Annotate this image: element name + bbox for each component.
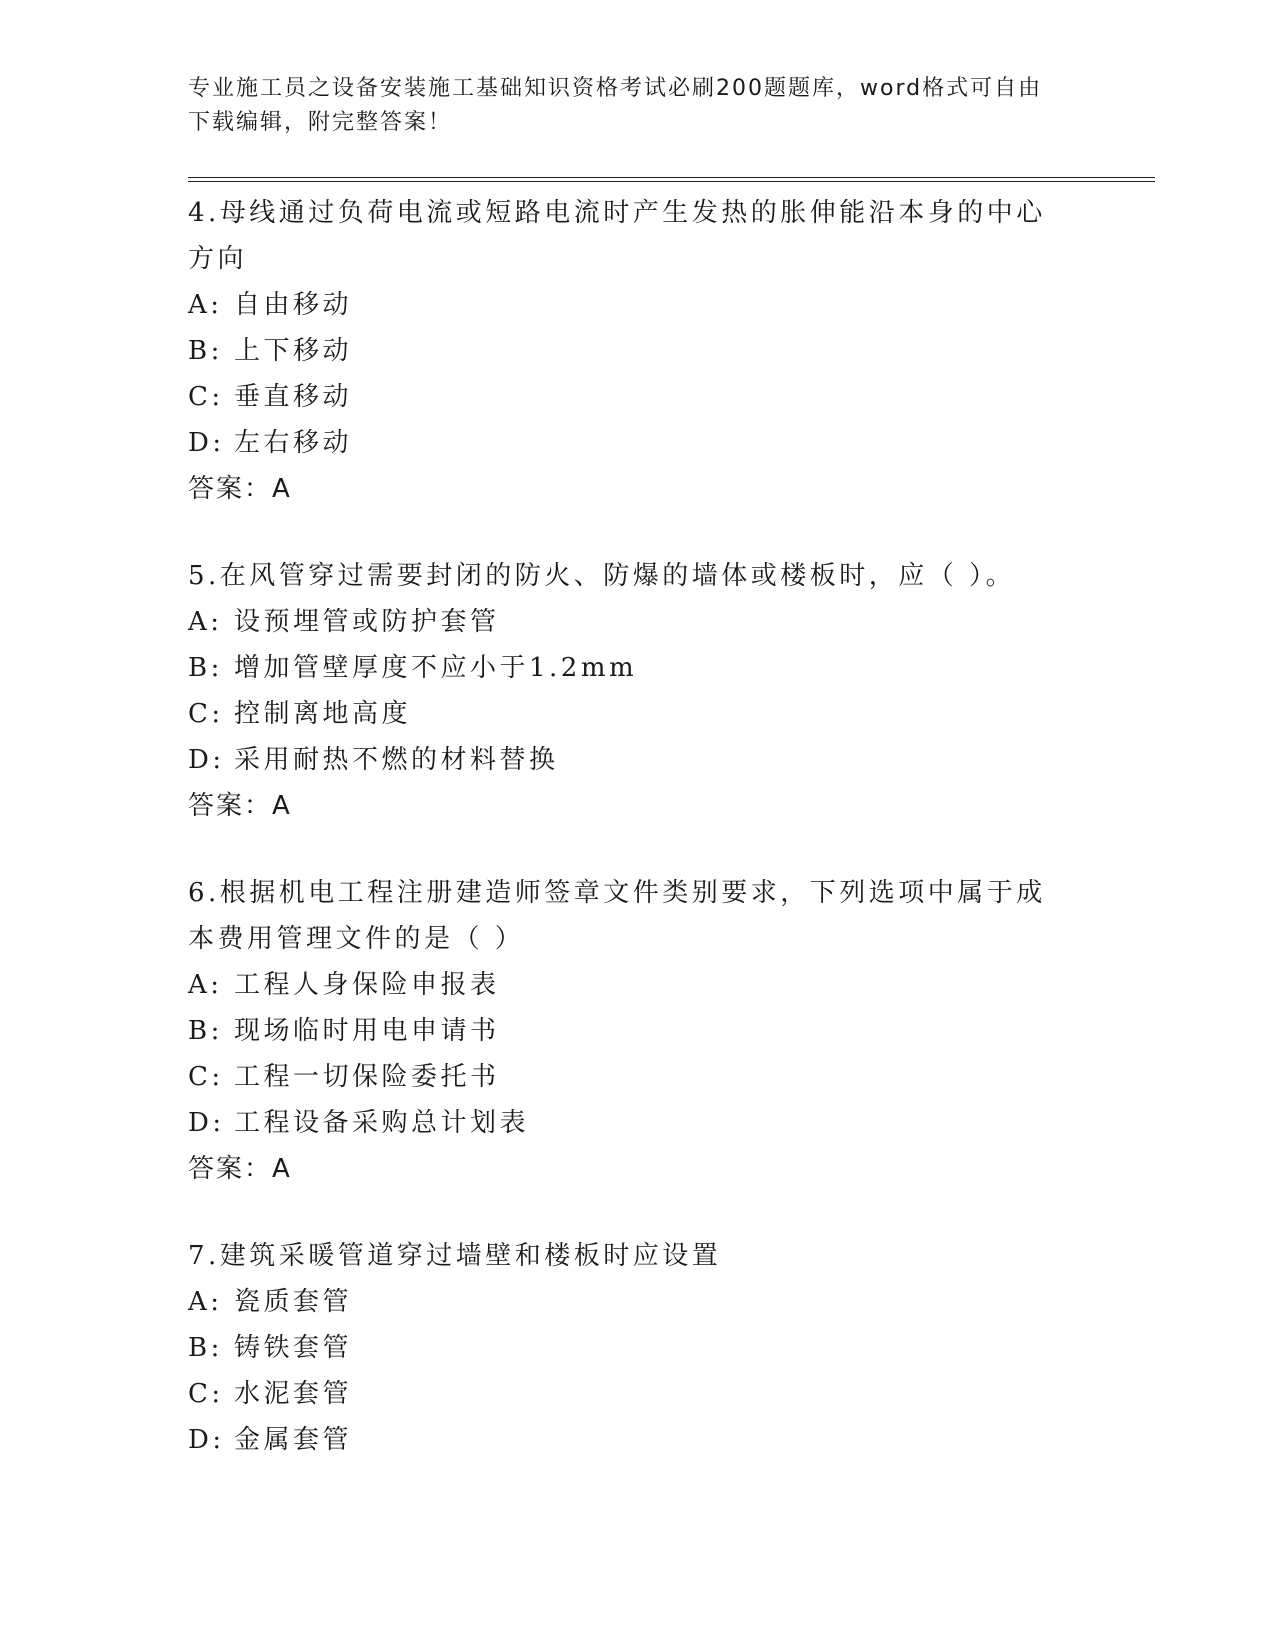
question-5 [188,553,1068,829]
option-text: 左右移动 [234,428,353,458]
header-line-1: 专业施工员之设备安装施工基础知识资格考试必刷200题题库，word格式可自由 [188,76,1043,101]
option-d [188,1100,1068,1146]
option-text: 设预埋管或防护套管 [234,607,500,637]
header-line-2: 下载编辑，附完整答案！ [188,110,453,135]
question-6 [188,870,1068,1192]
option-key: C: [188,382,224,412]
option-a [188,1279,1068,1325]
option-key: A: [188,607,223,637]
option-c [188,1371,1068,1417]
question-list [188,190,1068,1504]
option-a [188,282,1068,328]
option-text: 增加管壁厚度不应小于1.2mm [234,653,638,683]
option-key: B: [188,336,223,366]
option-a [188,962,1068,1008]
option-c [188,374,1068,420]
option-key: D: [188,1108,225,1138]
option-key: C: [188,699,224,729]
option-c [188,1054,1068,1100]
option-text: 水泥套管 [234,1379,353,1409]
question-4 [188,190,1068,512]
option-key: A: [188,1287,223,1317]
option-b [188,1325,1068,1371]
option-key: D: [188,1425,225,1455]
header-divider [188,177,1155,182]
answer-label: 答案：A [188,1154,292,1184]
answer-label: 答案：A [188,474,292,504]
option-text: 垂直移动 [234,382,353,412]
question-stem: 5.在风管穿过需要封闭的防火、防爆的墙体或楼板时，应（ ）。 [188,561,1016,591]
option-a [188,599,1068,645]
option-b [188,1008,1068,1054]
question-stem: 7.建筑采暖管道穿过墙壁和楼板时应设置 [188,1241,722,1271]
answer-label: 答案：A [188,791,292,821]
option-text: 金属套管 [234,1425,353,1455]
option-text: 工程人身保险申报表 [234,970,500,1000]
option-key: D: [188,428,225,458]
page-header [188,72,1088,140]
option-key: A: [188,290,223,320]
option-text: 自由移动 [234,290,353,320]
option-text: 工程一切保险委托书 [234,1062,500,1092]
option-key: B: [188,653,223,683]
option-key: C: [188,1379,224,1409]
question-stem: 4.母线通过负荷电流或短路电流时产生发热的胀伸能沿本身的中心方向 [188,198,1046,274]
option-key: C: [188,1062,224,1092]
option-b [188,645,1068,691]
option-key: B: [188,1016,223,1046]
option-c [188,691,1068,737]
option-key: A: [188,970,223,1000]
option-text: 采用耐热不燃的材料替换 [234,745,559,775]
question-7 [188,1233,1068,1463]
option-text: 控制离地高度 [234,699,412,729]
option-text: 上下移动 [234,336,353,366]
option-d [188,1417,1068,1463]
option-key: B: [188,1333,223,1363]
option-d [188,737,1068,783]
option-text: 铸铁套管 [234,1333,353,1363]
question-stem: 6.根据机电工程注册建造师签章文件类别要求，下列选项中属于成本费用管理文件的是（ ） [188,878,1046,954]
option-text: 瓷质套管 [234,1287,353,1317]
option-d [188,420,1068,466]
option-b [188,328,1068,374]
option-key: D: [188,745,225,775]
option-text: 现场临时用电申请书 [234,1016,500,1046]
option-text: 工程设备采购总计划表 [234,1108,530,1138]
